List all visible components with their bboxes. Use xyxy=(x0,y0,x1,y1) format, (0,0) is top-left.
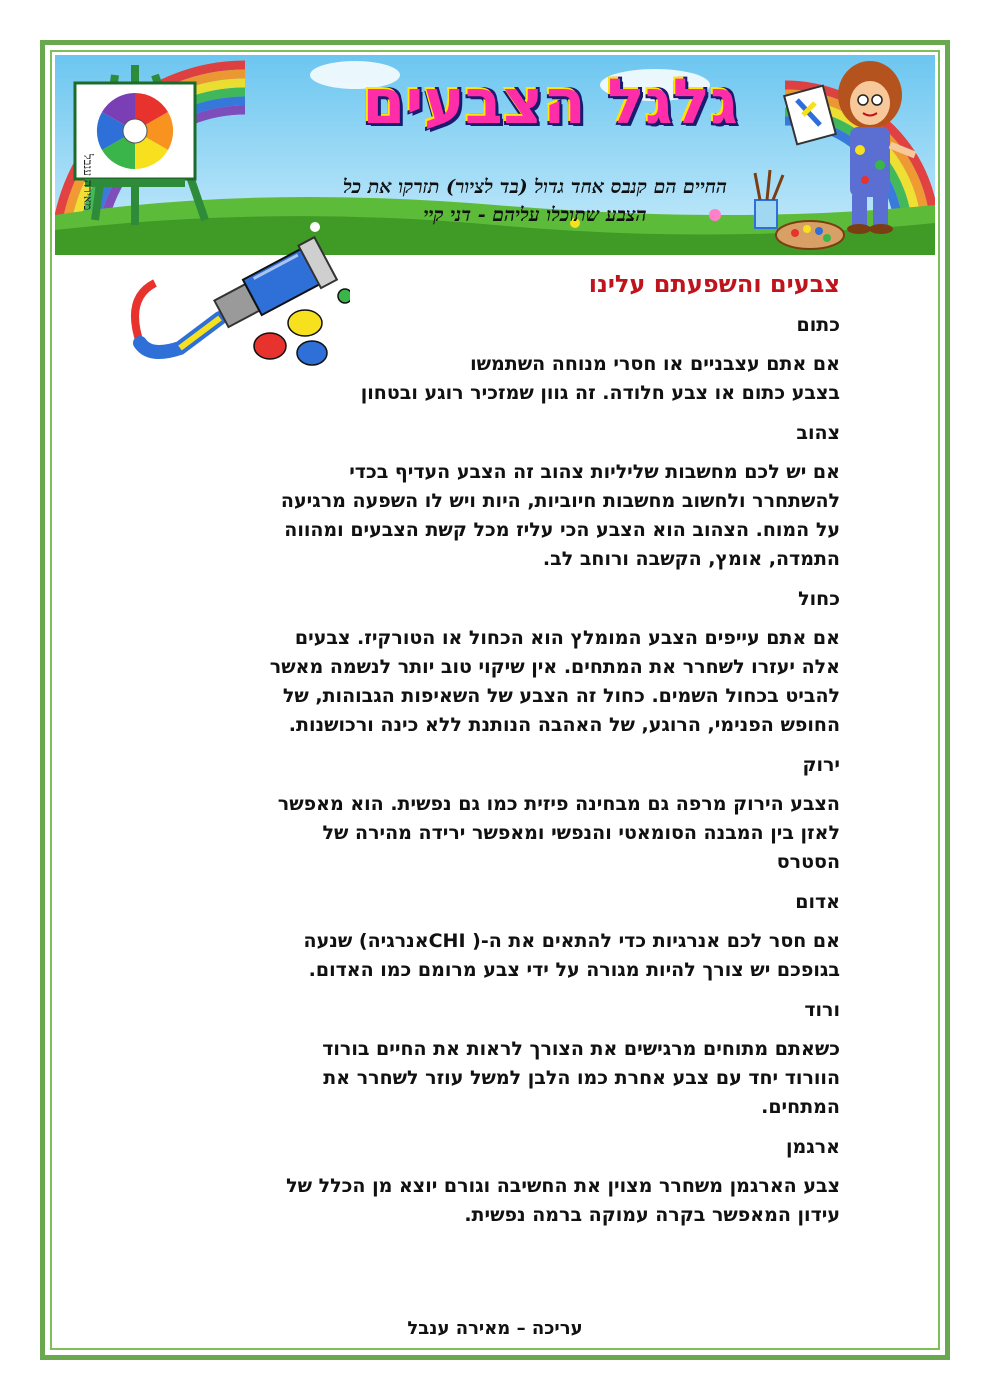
text-line: צבע הארגמן משחרר מצוין את החשיבה וגורם יוצא מן הכלל של xyxy=(286,1175,840,1197)
banner-title: גלגל הצבעים xyxy=(362,65,738,138)
section-pink xyxy=(150,999,840,1122)
banner-quote xyxy=(255,173,815,229)
text-line: כשאתם מתוחים מרגישים את הצורך לראות את החיים בורוד xyxy=(322,1038,840,1060)
section-heading: ירוק xyxy=(802,754,840,776)
text-line: בגופכם יש צורך להיות מגורה על ידי צבע מרומם כמו האדום. xyxy=(308,959,840,981)
section-heading: כחול xyxy=(798,588,840,610)
section-green xyxy=(150,754,840,877)
text-line: להביט בכחול השמים. כחול זה הצבע של השאיפות הגבוהות, של xyxy=(282,685,840,707)
text-line: בצבע כתום או צבע חלודה. זה גוון שמזכיר רוגע ובטחון xyxy=(360,382,840,404)
artist-signature: מאירה ענבל xyxy=(81,153,95,210)
section-body xyxy=(150,350,840,408)
text-line: הצבע הירוק מרפה גם מבחינה פיזית כמו גם נפשית. הוא מאפשר xyxy=(277,793,840,815)
banner-quote-line-1: החיים הם קנבס אחד גדול (בד לציור) תזרקו את כל xyxy=(343,176,727,198)
text-line: החופש הפנימי, הרוגע, של האהבה הנותנת ללא כינה ורכושנות. xyxy=(288,714,840,736)
section-heading: ורוד xyxy=(804,999,840,1021)
text-line: הסטרס xyxy=(776,851,840,873)
section-blue xyxy=(150,588,840,740)
banner-quote-line-2: הצבע שתוכלו עליהם - דני קיי xyxy=(423,204,647,226)
section-red xyxy=(150,891,840,985)
text-line: אם אתם עייפים הצבע המומלץ הוא הכחול או הטורקיז. צבעים xyxy=(294,627,840,649)
article-content xyxy=(150,262,840,1244)
section-body xyxy=(150,927,840,985)
text-line: לאזן בין המבנה הסומאטי והנפשי ומאפשר ירידה מהירה של xyxy=(322,822,840,844)
header-banner xyxy=(55,55,935,255)
section-yellow xyxy=(150,422,840,574)
section-heading: צהוב xyxy=(796,422,840,444)
footer-credit: עריכה – מאירה ענבל xyxy=(407,1318,583,1339)
article-title: צבעים והשפעתם עלינו xyxy=(588,270,840,298)
text-line: אלה יעזרו לשחרר את המתחים. אין שיקוי טוב יותר לנשמה מאשר xyxy=(269,656,840,678)
text-line: להשתחרר ולחשוב מחשבות חיוביות, היות ויש לו השפעה מרגיעה xyxy=(280,490,840,512)
text-line: הוורוד יחד עם צבע אחרת כמו הלבן למשל עוזר לשחרר את xyxy=(323,1067,840,1089)
text-line: עידון המאפשר בקרה עמוקה ברמה נפשית. xyxy=(464,1204,840,1226)
text-line: התמדה, אומץ, הקשבה ורוחב לב. xyxy=(542,548,840,570)
section-body xyxy=(150,458,840,574)
section-heading: ארגמן xyxy=(785,1136,840,1158)
text-line: המתחים. xyxy=(761,1096,840,1118)
text-line: אם חסר לכם אנרגיות כדי להתאים את ה-( CHIאנרגיה) שנעה xyxy=(303,930,840,952)
text-line: על המוח. הצהוב הוא הצבע הכי עליז מכל קשת הצבעים ומהווה xyxy=(284,519,840,541)
text-line: אם יש לכם מחשבות שליליות צהוב זה הצבע העדיף בכדי xyxy=(349,461,840,483)
section-body xyxy=(150,1035,840,1122)
text-line: אם אתם עצבניים או חסרי מנוחה השתמשו xyxy=(470,353,840,375)
section-orange xyxy=(150,314,840,408)
section-heading: אדום xyxy=(795,891,840,913)
section-body xyxy=(150,790,840,877)
section-purple xyxy=(150,1136,840,1230)
section-body xyxy=(150,624,840,740)
section-body xyxy=(150,1172,840,1230)
section-heading: כתום xyxy=(796,314,840,336)
